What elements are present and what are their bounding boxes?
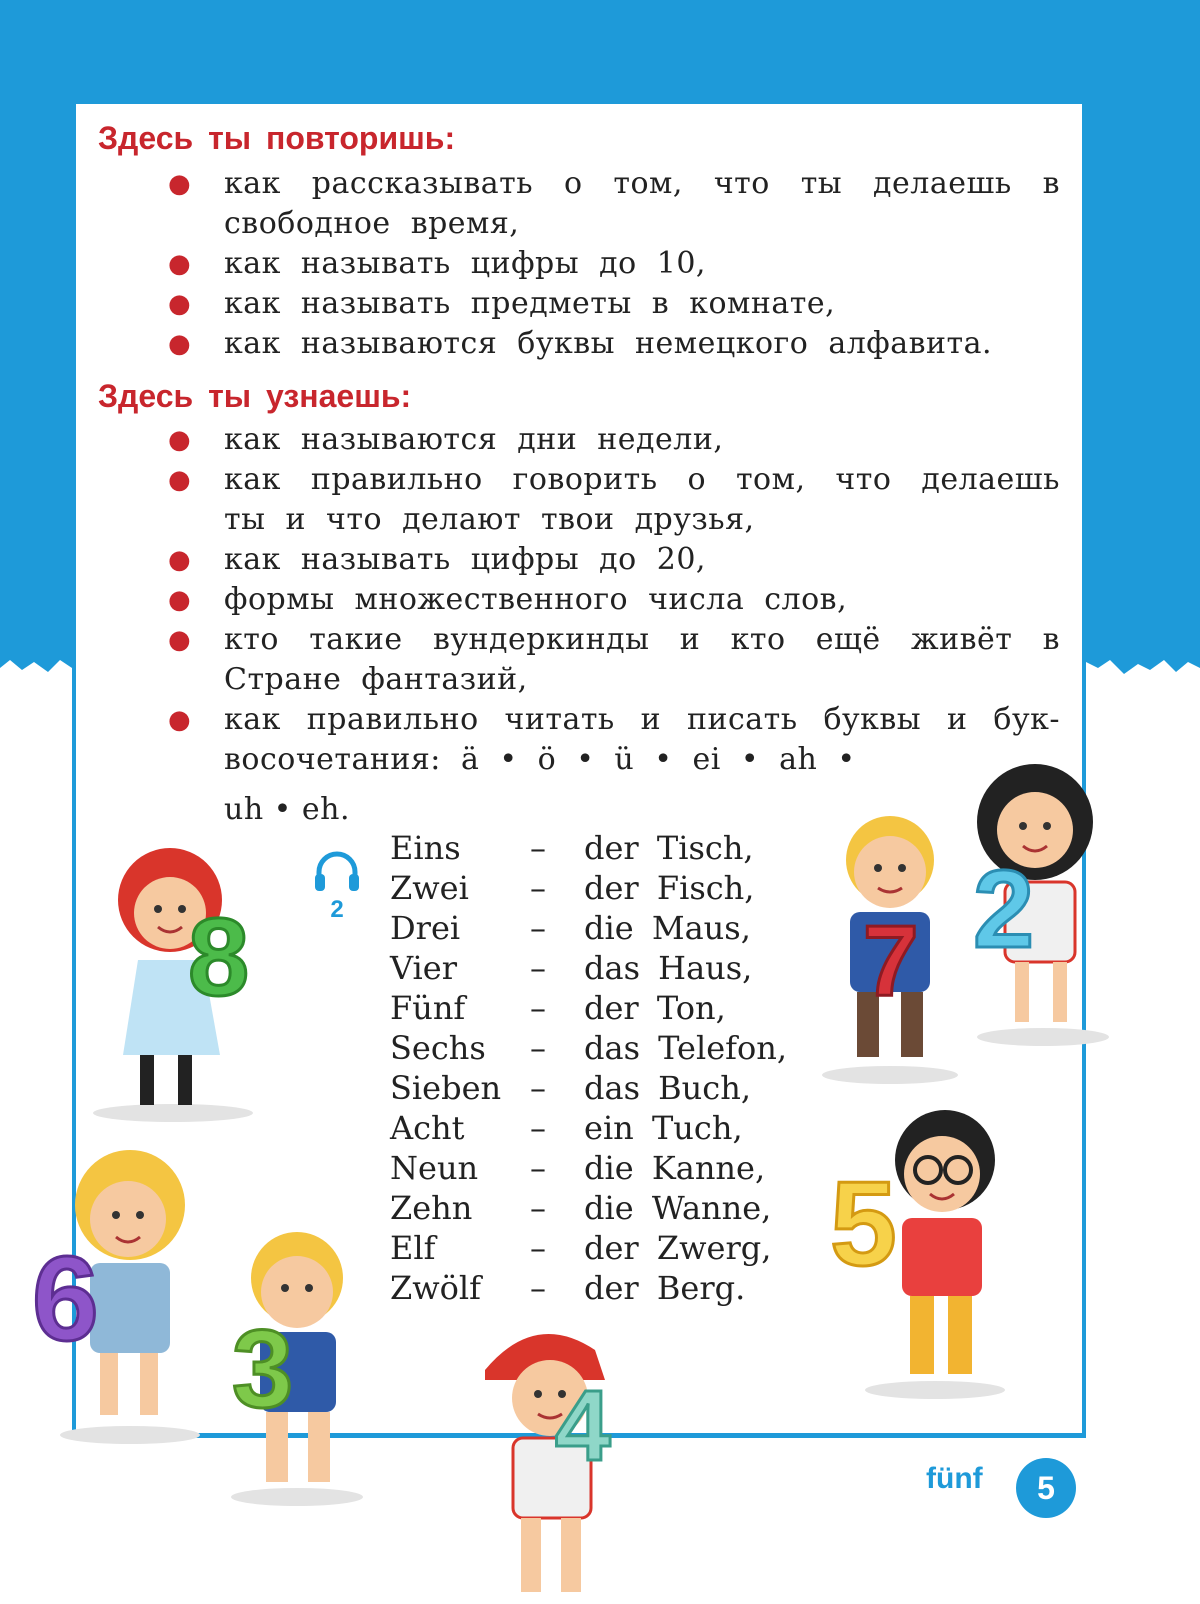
girl-holding-8-illustration bbox=[78, 845, 278, 1130]
bullet-icon: ● bbox=[168, 585, 192, 615]
bullet-icon: ● bbox=[168, 425, 192, 455]
review-list bbox=[0, 164, 1060, 364]
bullet-icon: ● bbox=[168, 705, 192, 735]
list-item: ● формы множественного числа слов, bbox=[0, 580, 1060, 620]
bullet-icon: ● bbox=[168, 169, 192, 199]
audio-track-number: 2 bbox=[330, 896, 344, 923]
list-item: ● кто такие вундеркинды и кто ещё живёт в Стране фантазий, bbox=[168, 622, 1060, 697]
digit-8: 8 bbox=[188, 896, 250, 1019]
list-item: ● как называть цифры до 10, bbox=[0, 244, 1060, 284]
list-item: ● как рассказывать о том, что ты делаешь в свободное время, bbox=[168, 166, 1060, 241]
section-title-learn: Здесь ты узнаешь: bbox=[98, 378, 412, 414]
boy-holding-5-illustration bbox=[830, 1100, 1010, 1405]
digit-3: 3 bbox=[232, 1308, 294, 1431]
girl-holding-2-illustration bbox=[965, 752, 1115, 1052]
bullet-icon: ● bbox=[168, 329, 192, 359]
list-item: ● как называются дни недели, bbox=[0, 420, 1060, 460]
bullet-icon: ● bbox=[168, 289, 192, 319]
bullet-icon: ● bbox=[168, 249, 192, 279]
list-item: ● как правильно говорить о том, что делаешь ты и что делают твои друзья, bbox=[168, 462, 1060, 537]
boy-holding-3-illustration bbox=[222, 1222, 372, 1512]
digit-7: 7 bbox=[863, 905, 919, 1017]
girl-holding-6-illustration bbox=[30, 1145, 210, 1450]
bullet-icon: ● bbox=[168, 465, 192, 495]
section-title-review: Здесь ты повторишь: bbox=[98, 120, 456, 156]
bullet-icon: ● bbox=[168, 625, 192, 655]
page-number-badge: 5 bbox=[1016, 1458, 1076, 1518]
audio-marker[interactable] bbox=[312, 850, 362, 924]
learn-list bbox=[0, 420, 1060, 780]
girl-holding-4-illustration bbox=[455, 1310, 645, 1600]
page-word: fünf bbox=[926, 1462, 983, 1495]
digit-2: 2 bbox=[973, 848, 1035, 971]
list-item: ● как правильно читать и писать буквы и бук-восочетания: ä • ö • ü • ei • ah • bbox=[168, 702, 1060, 777]
headphones-icon bbox=[312, 850, 362, 894]
boy-holding-7-illustration bbox=[815, 800, 965, 1090]
list-item: ● как называть цифры до 20, bbox=[0, 540, 1060, 580]
digit-4: 4 bbox=[555, 1370, 611, 1482]
digit-6: 6 bbox=[32, 1232, 99, 1366]
list-item: ● как называть предметы в комнате, bbox=[0, 284, 1060, 324]
bullet-icon: ● bbox=[168, 545, 192, 575]
letters-tail: uh • eh. bbox=[224, 792, 351, 827]
digit-5: 5 bbox=[830, 1157, 897, 1291]
list-item: ● как называются буквы немецкого алфавита. bbox=[0, 324, 1060, 364]
